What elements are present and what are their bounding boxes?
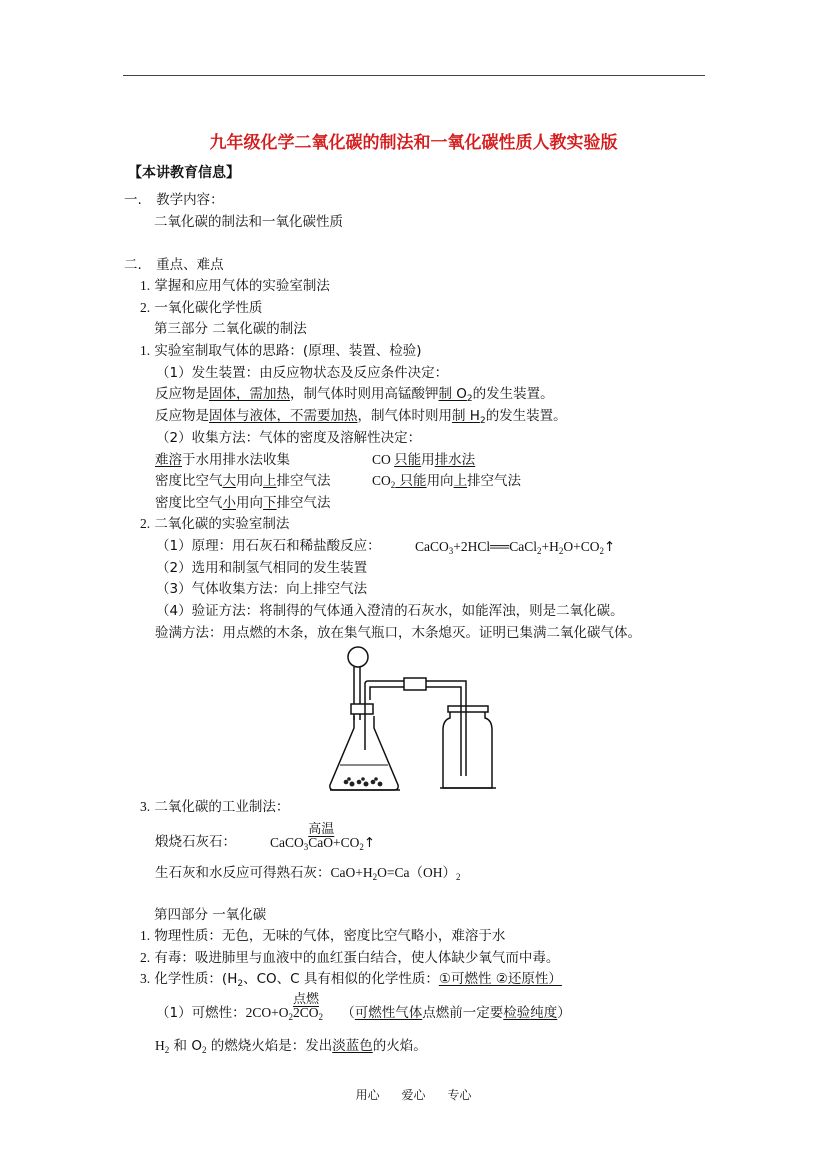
- section-2-heading: [124, 256, 224, 274]
- co-chemical: 3. 化学性质：($H_2$、CO、C 具有相似的化学性质：①可燃性 ②还原性）: [140, 971, 562, 989]
- footer-text-2: 爱心: [401, 1088, 426, 1102]
- calcination-label: 煅烧石灰石：: [155, 834, 236, 850]
- reaction-condition-high-temp: 高温: [308, 822, 335, 837]
- gas-jar: [443, 710, 492, 788]
- solid-liquid-line: 反应物是固体与液体，不需要加热，制气体时则用制 $H_2$的发生装置。: [155, 408, 567, 426]
- co2-collection: $CO_2$ 只能用向上排空气法: [372, 473, 522, 490]
- funnel-bulb: [348, 647, 368, 667]
- part-3-heading: 第三部分 二氧化碳的制法: [154, 321, 307, 337]
- collection-line: （3）气体收集方法：向上排空气法: [156, 581, 368, 597]
- generator-apparatus: （1）发生装置：由反应物状态及反应条件决定：: [156, 365, 449, 381]
- co-collection: CO 只能用排水法: [372, 452, 476, 468]
- co2-lab-heading: 2. 二氧化碳的实验室制法: [140, 516, 290, 532]
- footer-text-1: 用心: [355, 1088, 380, 1102]
- co-toxic: 2. 有毒：吸进肺里与血液中的血红蛋白结合，使人体缺少氧气而中毒。: [140, 950, 560, 966]
- full-check-line: 验满方法：用点燃的木条，放在集气瓶口，木条熄灭。证明已集满二氧化碳气体。: [155, 625, 641, 641]
- lab-equation: $CaCO_3+2HCl══CaCl_2+H_2O+CO_2↑$: [415, 539, 616, 556]
- section-1-label: 教学内容：: [156, 192, 224, 208]
- slaked-lime-line: 生石灰和水反应可得熟石灰：$CaO+H_2O=Ca(OH)_2$: [155, 865, 461, 882]
- jar-top: [448, 706, 488, 712]
- part-4-heading: 第四部分 一氧化碳: [154, 907, 267, 923]
- rubber-connector: [404, 678, 426, 690]
- apparatus-diagram: [320, 640, 510, 795]
- reaction-condition-ignite: 点燃: [292, 992, 319, 1007]
- section-1-heading: [124, 191, 224, 209]
- insoluble-line: 难溶于水用排水法收集: [155, 452, 290, 468]
- footer-text-3: 专心: [447, 1088, 472, 1102]
- key-point-2: 2. 一氧化碳化学性质: [140, 300, 263, 316]
- section-2-label: 重点、难点: [156, 257, 224, 273]
- apparatus-line: （2）选用和制氢气相同的发生装置: [156, 560, 368, 576]
- flame-line: $H_2$ 和 $O_2$ 的燃烧火焰是：发出淡蓝色的火焰。: [155, 1038, 427, 1055]
- industrial-equation: CaCO$_3$ 高温 $CaO+CO_2↑$: [270, 822, 376, 852]
- industrial-heading: 3. 二氧化碳的工业制法：: [140, 799, 290, 815]
- section-2-number: 二.: [124, 257, 142, 273]
- lab-idea-heading: 1. 实验室制取气体的思路：(原理、装置、检验): [140, 343, 422, 359]
- page-footer: [0, 1086, 827, 1103]
- combustibility-line: （1）可燃性：$2CO+O_2$ 点燃 $2CO_2$ （可燃性气体点燃前一定要检验纯度）: [156, 992, 571, 1022]
- header-rule: [123, 75, 705, 76]
- flask-stopper: [351, 704, 373, 714]
- solid-heating-line: 反应物是固体，需加热，制气体时则用高锰酸钾制 $O_2$的发生装置。: [155, 386, 554, 404]
- principle-line: （1）原理：用石灰石和稀盐酸反应：: [156, 538, 381, 554]
- collection-method: （2）收集方法：气体的密度及溶解性决定：: [156, 430, 422, 446]
- co-physical: 1. 物理性质：无色，无味的气体，密度比空气略小，难溶于水: [140, 928, 506, 944]
- page-title: 九年级化学二氧化碳的制法和一氧化碳性质人教实验版: [209, 133, 618, 153]
- section-1-content: 二氧化碳的制法和一氧化碳性质: [154, 214, 343, 230]
- denser-line: 密度比空气大用向上排空气法: [155, 473, 331, 489]
- lighter-line: 密度比空气小用向下排空气法: [155, 495, 331, 511]
- section-header: 【本讲教育信息】: [128, 165, 240, 181]
- section-1-number: 一.: [124, 192, 142, 208]
- key-point-1: 1. 掌握和应用气体的实验室制法: [140, 278, 330, 294]
- verification-line: （4）验证方法：将制得的气体通入澄清的石灰水，如能浑浊，则是二氧化碳。: [156, 603, 624, 619]
